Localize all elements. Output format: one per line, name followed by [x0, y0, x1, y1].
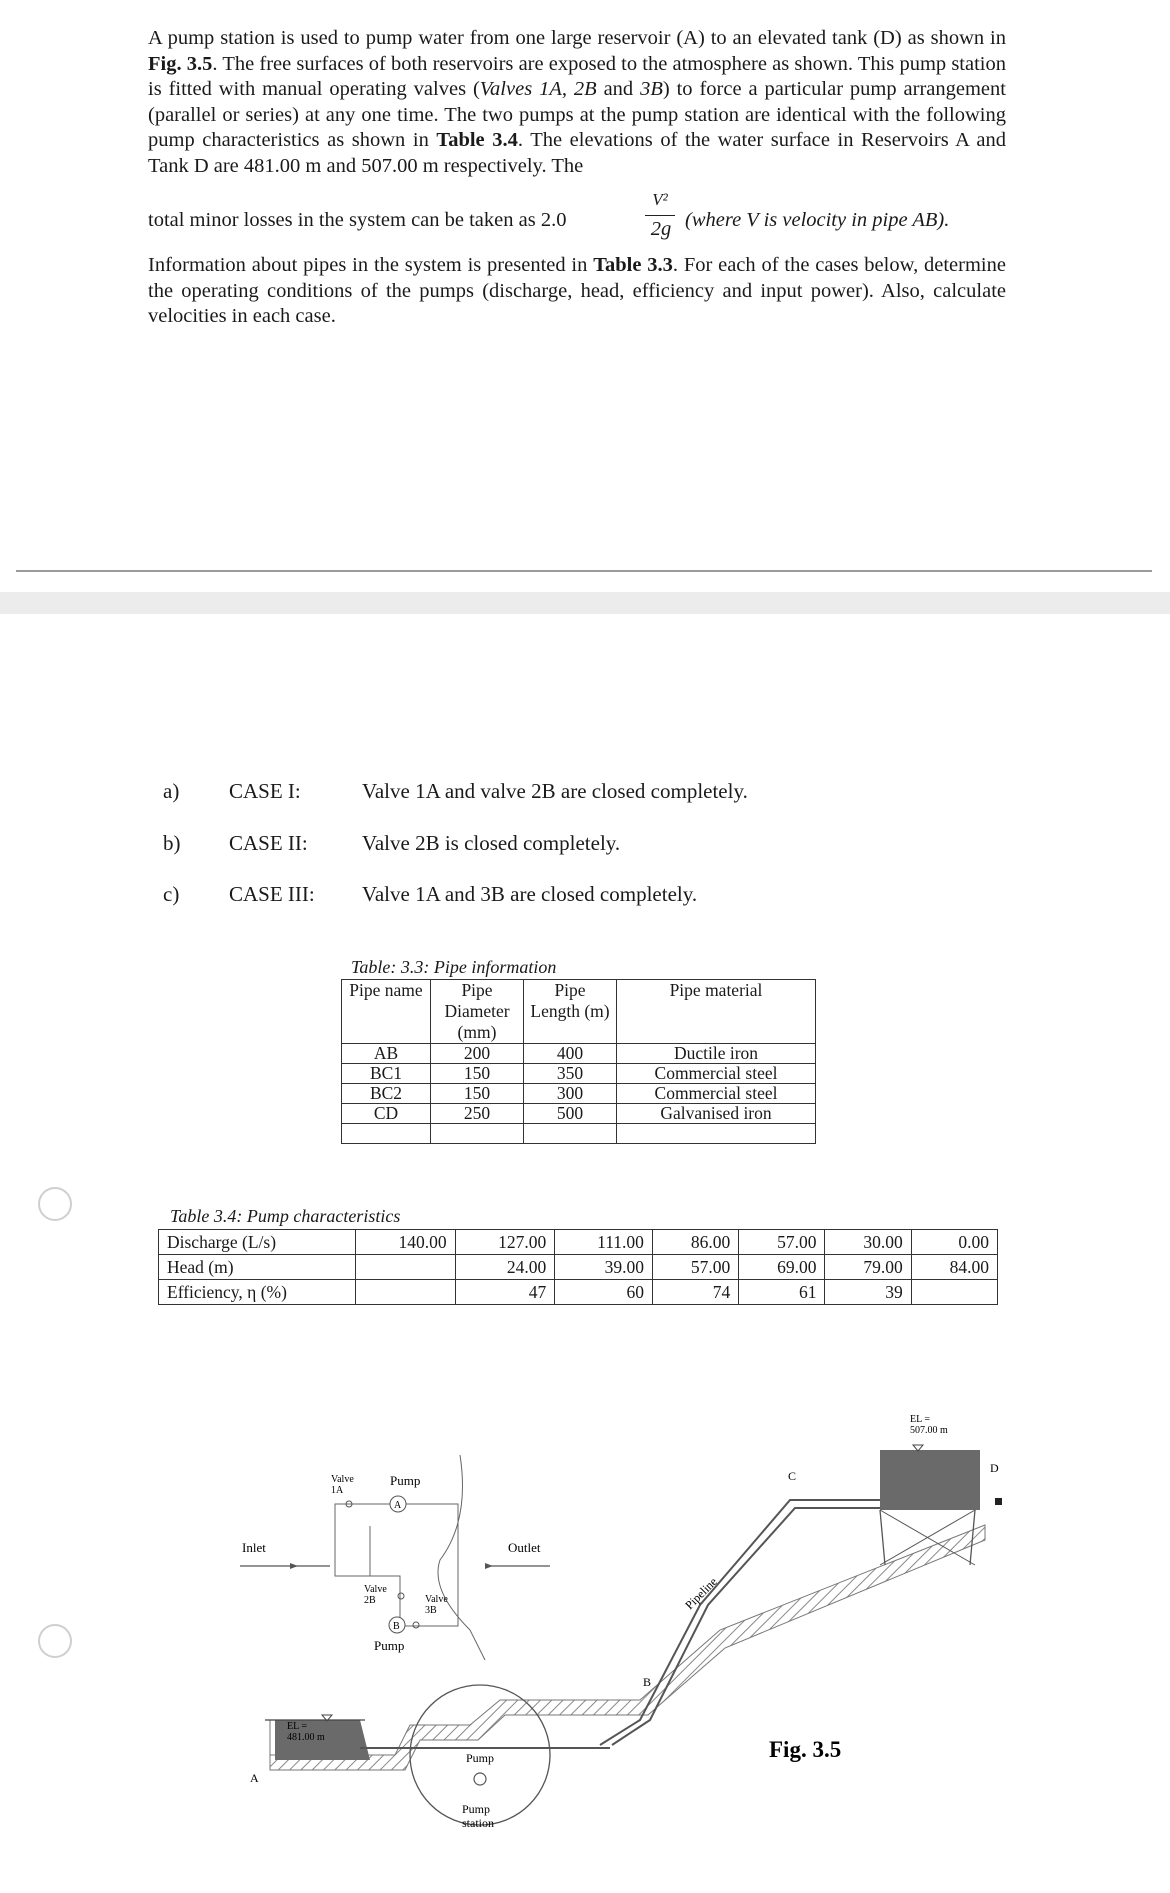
table34-caption: Table 3.4: Pump characteristics	[170, 1206, 401, 1226]
inlet-label: Inlet	[242, 1540, 266, 1555]
table-header-row	[342, 980, 816, 1044]
table-cell: 350	[524, 1064, 617, 1084]
table-cell: 250	[431, 1104, 524, 1124]
table-cell: 60	[555, 1280, 653, 1305]
table-cell: 200	[431, 1044, 524, 1064]
case-letter: c)	[163, 882, 180, 906]
pipe-network	[335, 1504, 458, 1626]
detail-leader-line	[438, 1455, 485, 1660]
case-description: Valve 1A and 3B are closed completely.	[362, 882, 698, 906]
inlet-arrowhead	[290, 1563, 298, 1569]
table-cell: 150	[431, 1084, 524, 1104]
valve-3b-symbol	[413, 1622, 419, 1628]
table-cell: 57.00	[739, 1230, 825, 1255]
table-cell: 30.00	[825, 1230, 911, 1255]
table-cell: 39.00	[555, 1255, 653, 1280]
table-cell: Commercial steel	[617, 1064, 816, 1084]
outlet-arrowhead	[485, 1563, 493, 1569]
valve-3b-label-2: 3B	[425, 1605, 437, 1616]
row-label: Discharge (L/s)	[159, 1230, 356, 1255]
table-cell: 84.00	[911, 1255, 997, 1280]
table-row	[159, 1280, 998, 1305]
pump-station-figure	[0, 1380, 1170, 1860]
intro-paragraph: A pump station is used to pump water from one large reservoir (A) to an elevated tank (D) as shown in Fig. 3.5. The free surfaces of both reservoirs are exposed to the atmosphere as shown. This pump station is fitted with manual operating valves (Valves 1A, 2B and 3B) to force a particular pump arrangement (parallel or series) at any one time. The two pumps at the pump station are identical with the following pump characteristics as shown in Table 3.4. The elevations of the water surface in Reservoirs A and Tank D are 481.00 m and 507.00 m respectively. The	[148, 27, 1007, 177]
table-cell: 61	[739, 1280, 825, 1305]
valve-3b-label: Valve	[425, 1594, 448, 1605]
pump-top-label: Pump	[390, 1473, 421, 1488]
table-cell: Commercial steel	[617, 1084, 816, 1104]
pipe-info-paragraph: Information about pipes in the system is presented in Table 3.3. For each of the cases below, determine the operating conditions of the pumps (discharge, head, efficiency and input power). Also, calculate velocities in each case.	[148, 254, 1006, 327]
table-row	[342, 1064, 816, 1084]
table-cell: 111.00	[555, 1230, 653, 1255]
tank-leg	[880, 1510, 885, 1565]
table-cell: 47	[455, 1280, 555, 1305]
case-description: Valve 1A and valve 2B are closed completely.	[362, 779, 748, 803]
table-cell: 69.00	[739, 1255, 825, 1280]
table-cell: 500	[524, 1104, 617, 1124]
minor-loss-line: total minor losses in the system can be taken as 2.0 V² 2g (where V is velocity in pipe AB).	[148, 190, 950, 240]
valve-1a-label: Valve	[331, 1474, 354, 1485]
table-cell: Galvanised iron	[617, 1104, 816, 1124]
label-c: C	[788, 1469, 797, 1483]
el-d-label: EL =	[910, 1414, 930, 1425]
table-cell: BC2	[342, 1084, 431, 1104]
table-row	[342, 1044, 816, 1064]
table-header: Pipe name	[342, 980, 431, 1044]
table-cell	[356, 1280, 456, 1305]
el-d-value: 507.00 m	[910, 1425, 948, 1436]
table-cell: 300	[524, 1084, 617, 1104]
valve-2b-label-2: 2B	[364, 1595, 376, 1606]
margin-circle-decoration	[38, 1187, 72, 1221]
outlet-label: Outlet	[508, 1540, 541, 1555]
table-cell: 127.00	[455, 1230, 555, 1255]
row-label: Efficiency, η (%)	[159, 1280, 356, 1305]
table33-caption: Table: 3.3: Pipe information	[351, 957, 557, 977]
table-header: Pipe Diameter (mm)	[431, 980, 524, 1044]
table-cell: 140.00	[356, 1230, 456, 1255]
table-cell: 39	[825, 1280, 911, 1305]
table-cell	[911, 1280, 997, 1305]
table-cell: BC1	[342, 1064, 431, 1084]
case-letter: a)	[163, 779, 180, 803]
case-name: CASE III:	[229, 882, 315, 906]
table-row	[342, 1104, 816, 1124]
tank-d	[880, 1450, 980, 1510]
table-cell: 400	[524, 1044, 617, 1064]
table-row	[342, 1084, 816, 1104]
table-row	[159, 1230, 998, 1255]
table-cell: 79.00	[825, 1255, 911, 1280]
marker-square	[995, 1498, 1002, 1505]
valve-2b-symbol	[398, 1593, 404, 1599]
pump-symbol	[474, 1773, 486, 1785]
label-a: A	[250, 1771, 259, 1785]
table-header: Pipe Length (m)	[524, 980, 617, 1044]
table-cell: 86.00	[652, 1230, 738, 1255]
table-row	[159, 1255, 998, 1280]
pipeline-label: Pipeline	[682, 1574, 720, 1613]
table-cell: CD	[342, 1104, 431, 1124]
label-b: B	[643, 1675, 652, 1689]
figure-caption: Fig. 3.5	[769, 1737, 842, 1762]
pipe-info-table	[341, 979, 816, 1144]
table-cell: AB	[342, 1044, 431, 1064]
table-cell: 150	[431, 1064, 524, 1084]
table-row-empty	[342, 1124, 816, 1144]
el-a-label: EL =	[287, 1721, 307, 1732]
station-label-2: station	[462, 1816, 494, 1830]
table-cell: 57.00	[652, 1255, 738, 1280]
pump-a-letter: A	[394, 1500, 402, 1511]
case-name: CASE II:	[229, 831, 308, 855]
table-cell: 0.00	[911, 1230, 997, 1255]
valve-1a-label-2: 1A	[331, 1485, 344, 1496]
case-letter: b)	[163, 831, 181, 855]
label-d: D	[990, 1461, 999, 1475]
pump-characteristics-table	[158, 1229, 998, 1305]
table-cell: Ductile iron	[617, 1044, 816, 1064]
table-header: Pipe material	[617, 980, 816, 1044]
pump-bottom-label: Pump	[374, 1638, 405, 1653]
page-gap	[0, 592, 1170, 614]
page-divider	[16, 570, 1152, 572]
station-label: Pump	[462, 1802, 491, 1816]
el-a-value: 481.00 m	[287, 1732, 325, 1743]
table-cell	[356, 1255, 456, 1280]
pump-label: Pump	[466, 1751, 495, 1765]
row-label: Head (m)	[159, 1255, 356, 1280]
case-description: Valve 2B is closed completely.	[362, 831, 621, 855]
pump-b-letter: B	[393, 1621, 400, 1632]
case-name: CASE I:	[229, 779, 301, 803]
valve-2b-label: Valve	[364, 1584, 387, 1595]
table-cell: 24.00	[455, 1255, 555, 1280]
table-cell: 74	[652, 1280, 738, 1305]
